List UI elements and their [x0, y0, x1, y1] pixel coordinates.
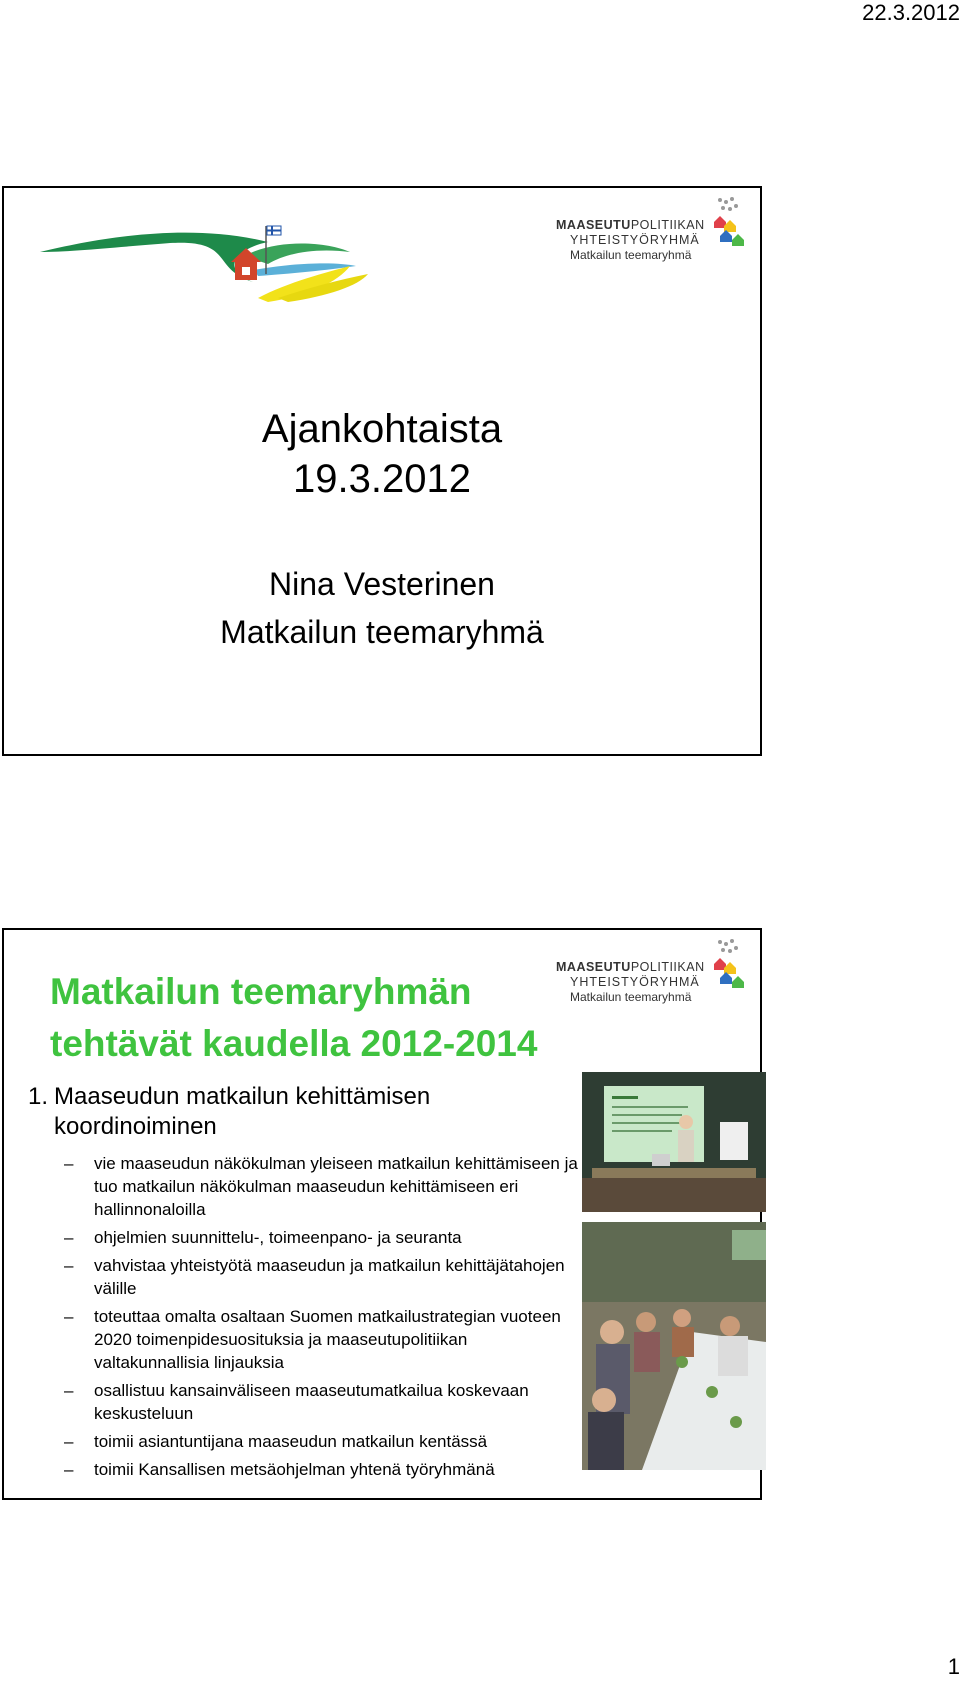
list-item: – toteuttaa omalta osaltaan Suomen matkailustrategian vuoteen 2020 toimenpidesuosituksia ja maaseutupolitiikan valtakunnallisia linjauksia: [64, 1305, 584, 1374]
title-slide: [2, 186, 762, 756]
list-item: – ohjelmien suunnittelu-, toimeenpano- ja seuranta: [64, 1226, 584, 1249]
list-item: – toimii Kansallisen metsäohjelman yhtenä työryhmänä: [64, 1458, 584, 1481]
meeting-photo: [582, 1222, 766, 1470]
houses-icon: [712, 938, 746, 990]
rural-landscape-logo: [38, 212, 378, 302]
maaseutupolitiikka-logo: MAASEUTUPOLITIIKAN YHTEISTYÖRYHMÄ Matkailun teemaryhmä: [556, 196, 746, 266]
task-list: [64, 1152, 584, 1486]
slide-title: Matkailun teemaryhmän tehtävät kaudella 2012-2014: [50, 971, 538, 1064]
tasks-slide: [2, 928, 762, 1500]
maaseutupolitiikka-logo: MAASEUTUPOLITIIKAN YHTEISTYÖRYHMÄ Matkailun teemaryhmä: [556, 938, 746, 1008]
list-item: – vahvistaa yhteistyötä maaseudun ja matkailun kehittäjätahojen välille: [64, 1254, 584, 1300]
presenter-info: [4, 560, 760, 656]
list-item: – toimii asiantuntijana maaseudun matkailun kentässä: [64, 1430, 584, 1453]
slide-title: Ajankohtaista 19.3.2012: [261, 407, 503, 501]
presenter-name: Nina Vesterinen: [269, 566, 495, 602]
presentation-photo: [582, 1072, 766, 1212]
main-point: 1. Maaseudun matkailun kehittämisen koordinoiminen: [28, 1083, 431, 1140]
group-name: Matkailun teemaryhmä: [220, 614, 544, 650]
page-number: 1: [947, 1654, 960, 1679]
houses-icon: [712, 196, 746, 248]
list-item: – vie maaseudun näkökulman yleiseen matkailun kehittämiseen ja tuo matkailun näkökulman maaseudun kehittämiseen eri hallinnonaloilla: [64, 1152, 584, 1221]
list-item: – osallistuu kansainväliseen maaseutumatkailua koskevaan keskusteluun: [64, 1379, 584, 1425]
header-date: 22.3.2012: [862, 0, 960, 25]
